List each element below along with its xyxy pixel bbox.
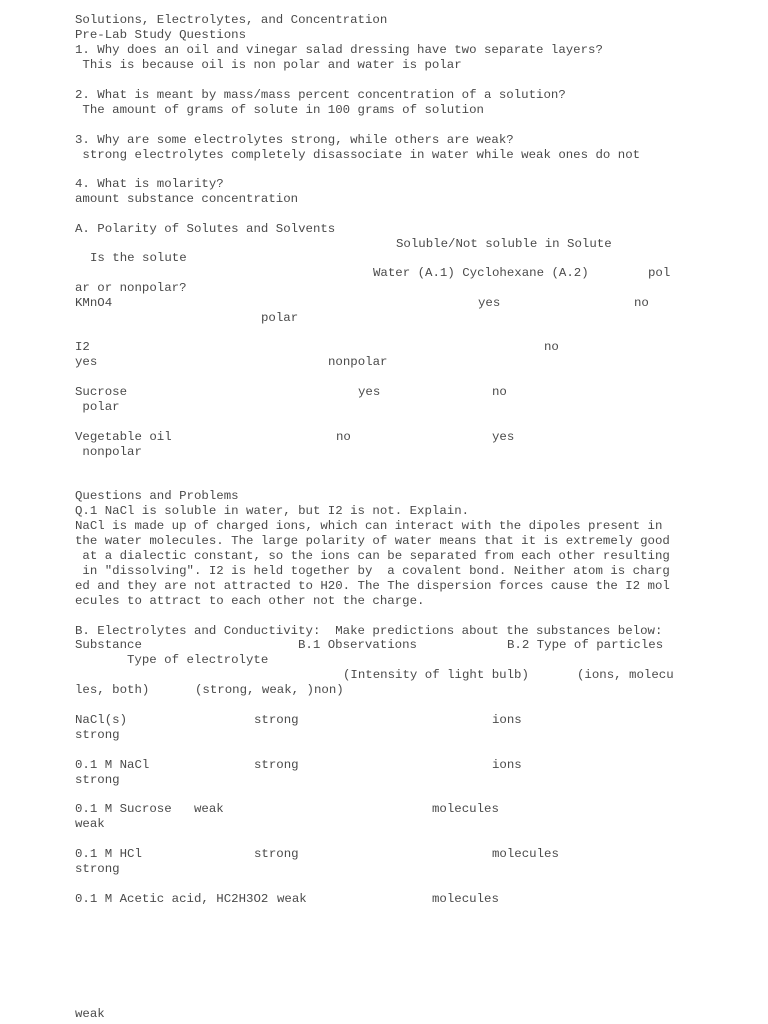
- prelab-answer: This is because oil is non polar and water is polar: [75, 58, 462, 72]
- table-b-cell-particles: molecules: [432, 892, 499, 906]
- table-b-header: Substance: [75, 638, 142, 652]
- table-b-cell-particles: ions: [492, 713, 522, 727]
- table-a-header: pol: [648, 266, 671, 280]
- table-a-cell-water: no: [336, 430, 351, 444]
- prelab-question: 1. Why does an oil and vinegar salad dressing have two separate layers?: [75, 43, 603, 57]
- table-b-cell-substance: 0.1 M HCl: [75, 847, 142, 861]
- table-a-cell-solute: I2: [75, 340, 90, 354]
- table-b-cell-particles: ions: [492, 758, 522, 772]
- table-a-cell-solute: Sucrose: [75, 385, 128, 399]
- table-b-cell-electrolyte-type: weak: [75, 817, 105, 831]
- answer-line: ed and they are not attracted to H20. The The dispersion forces cause the I2 mol: [75, 579, 670, 593]
- table-a-cell-cyclohexane: no: [544, 340, 559, 354]
- table-b-cell-observation: weak: [194, 802, 224, 816]
- document-subtitle: Pre-Lab Study Questions: [75, 28, 247, 42]
- table-b-cell-particles: molecules: [492, 847, 559, 861]
- table-a-cell-solute: KMnO4: [75, 296, 113, 310]
- document-title: Solutions, Electrolytes, and Concentration: [75, 13, 388, 27]
- table-a-header: ar or nonpolar?: [75, 281, 187, 295]
- table-a-header: Soluble/Not soluble in Solute: [396, 237, 612, 251]
- table-a-cell-polarity: polar: [261, 311, 299, 325]
- answer-line: at a dialectic constant, so the ions can be separated from each other resulting: [75, 549, 670, 563]
- section-b-title: B. Electrolytes and Conductivity: Make predictions about the substances below:: [75, 624, 663, 638]
- table-b-cell-substance: 0.1 M Sucrose: [75, 802, 172, 816]
- table-b-cell-particles: molecules: [432, 802, 499, 816]
- answer-line: the water molecules. The large polarity of water means that it is extremely good: [75, 534, 670, 548]
- questions-title: Questions and Problems: [75, 489, 239, 503]
- table-a-header: Is the solute: [90, 251, 187, 265]
- table-b-header: les, both): [75, 683, 150, 697]
- table-a-cell-water: yes: [75, 355, 98, 369]
- table-a-cell-water: yes: [478, 296, 501, 310]
- table-b-cell-electrolyte-type: strong: [75, 862, 120, 876]
- table-a-cell-water: yes: [358, 385, 381, 399]
- table-b-header: (strong, weak, )non): [195, 683, 344, 697]
- answer-line: ecules to attract to each other not the charge.: [75, 594, 425, 608]
- table-b-header: B.2 Type of particles: [507, 638, 664, 652]
- table-b-header: Type of electrolyte: [127, 653, 269, 667]
- table-b-header: B.1 Observations: [298, 638, 417, 652]
- section-a-title: A. Polarity of Solutes and Solvents: [75, 222, 336, 236]
- table-b-cell-electrolyte-type: strong: [75, 728, 120, 742]
- prelab-answer: The amount of grams of solute in 100 grams of solution: [75, 103, 484, 117]
- table-a-cell-cyclohexane: no: [492, 385, 507, 399]
- table-b-header: (Intensity of light bulb): [343, 668, 529, 682]
- prelab-question: 4. What is molarity?: [75, 177, 224, 191]
- prelab-answer: strong electrolytes completely disassociate in water while weak ones do not: [75, 148, 641, 162]
- answer-line: NaCl is made up of charged ions, which can interact with the dipoles present in: [75, 519, 663, 533]
- table-b-cell-substance: 0.1 M NaCl: [75, 758, 150, 772]
- table-b-cell-electrolyte-type: strong: [75, 773, 120, 787]
- table-b-cell-observation: strong: [254, 847, 299, 861]
- table-a-cell-polarity: nonpolar: [328, 355, 388, 369]
- question-q1: Q.1 NaCl is soluble in water, but I2 is not. Explain.: [75, 504, 470, 518]
- table-b-cell-substance: 0.1 M Acetic acid, HC2H3O2: [75, 892, 269, 906]
- table-a-cell-cyclohexane: yes: [492, 430, 515, 444]
- prelab-answer: amount substance concentration: [75, 192, 299, 206]
- table-a-header: Water (A.1) Cyclohexane (A.2): [373, 266, 589, 280]
- prelab-question: 2. What is meant by mass/mass percent concentration of a solution?: [75, 88, 566, 102]
- table-b-cell-observation: strong: [254, 713, 299, 727]
- table-b-header: (ions, molecu: [577, 668, 674, 682]
- table-a-cell-solute: Vegetable oil: [75, 430, 172, 444]
- table-b-cell-substance: NaCl(s): [75, 713, 128, 727]
- table-b-cell-electrolyte-type: weak: [75, 1007, 105, 1021]
- table-b-cell-observation: weak: [277, 892, 307, 906]
- table-a-cell-polarity: polar: [75, 400, 120, 414]
- table-a-cell-cyclohexane: no: [634, 296, 649, 310]
- table-b-cell-observation: strong: [254, 758, 299, 772]
- table-a-cell-polarity: nonpolar: [75, 445, 142, 459]
- prelab-question: 3. Why are some electrolytes strong, while others are weak?: [75, 133, 514, 147]
- answer-line: in "dissolving". I2 is held together by a covalent bond. Neither atom is charg: [75, 564, 670, 578]
